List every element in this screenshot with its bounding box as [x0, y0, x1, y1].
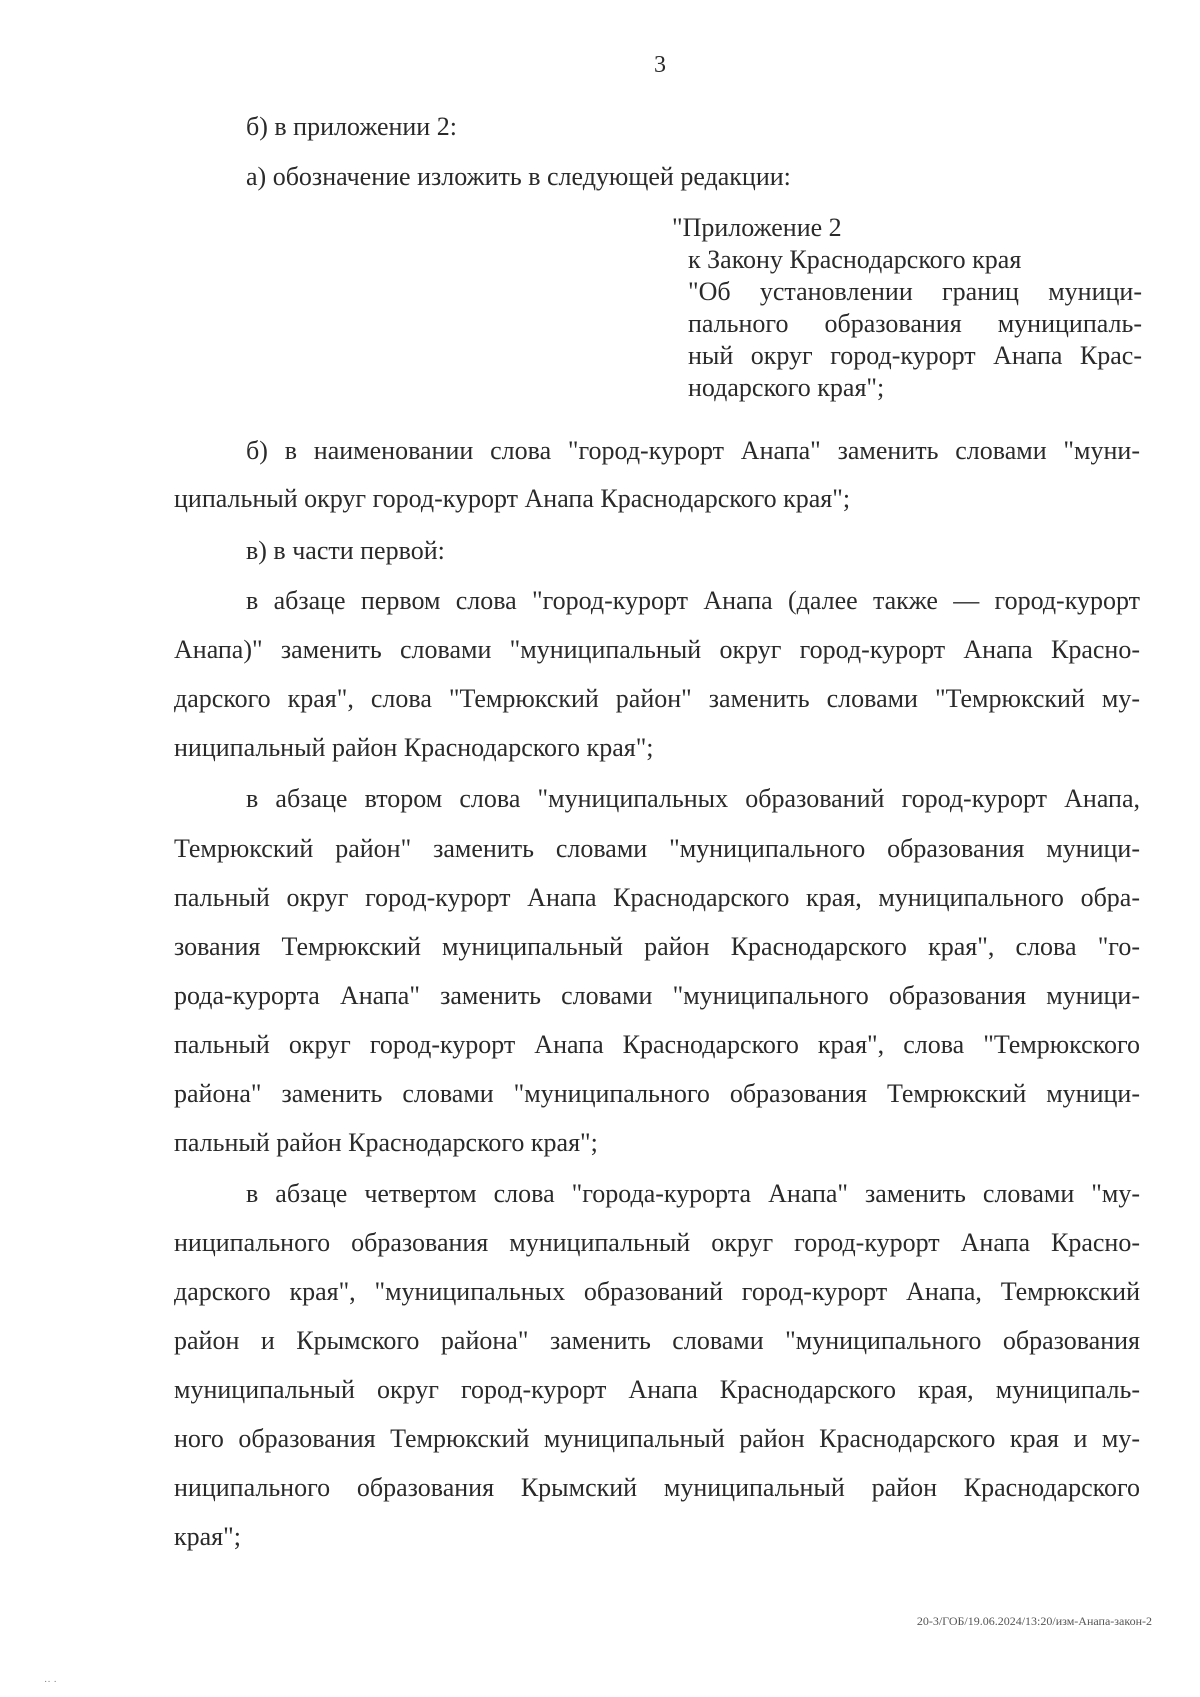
body-line: в абзаце четвертом слова "города-курорта Анапа" заменить словами "му- [246, 1179, 1140, 1208]
body-line: район и Крымского района" заменить словами "муниципального образования [174, 1326, 1140, 1355]
body-line: в абзаце втором слова "муниципальных образований город-курорт Анапа, [246, 784, 1140, 813]
body-line: края"; [174, 1522, 241, 1551]
body-line: муниципальный округ город-курорт Анапа Краснодарского края, муниципаль- [174, 1375, 1140, 1404]
body-line: ципальный округ город-курорт Анапа Краснодарского края"; [174, 484, 851, 513]
body-line: б) в наименовании слова "город-курорт Анапа" заменить словами "муни- [246, 436, 1140, 465]
body-line: зования Темрюкский муниципальный район Краснодарского края", слова "го- [174, 932, 1140, 961]
intro-line-2: а) обозначение изложить в следующей редакции: [246, 162, 791, 191]
appendix-block [672, 212, 1142, 404]
appendix-line: нодарского края"; [688, 373, 885, 402]
scan-mark: ·· · [44, 1676, 57, 1687]
body-line: ниципального образования Крымский муниципальный район Краснодарского [174, 1473, 1140, 1502]
appendix-line: "Приложение 2 [672, 213, 842, 242]
footer-stamp: 20-3/ГОБ/19.06.2024/13:20/изм-Анапа-закон-2 [916, 1614, 1152, 1628]
appendix-line: ный округ город-курорт Анапа Крас- [688, 341, 1142, 370]
body-line: Анапа)" заменить словами "муниципальный округ город-курорт Анапа Красно- [174, 635, 1140, 664]
body-line: Темрюкский район" заменить словами "муниципального образования муници- [174, 834, 1140, 863]
appendix-line: "Об установлении границ муници- [688, 277, 1142, 306]
appendix-line: пального образования муниципаль- [688, 309, 1142, 338]
appendix-line: к Закону Краснодарского края [688, 245, 1022, 274]
body-line: пальный район Краснодарского края"; [174, 1128, 598, 1157]
body-line: ниципального образования муниципальный округ город-курорт Анапа Красно- [174, 1228, 1140, 1257]
page-number: 3 [654, 52, 666, 78]
body-line: дарского края", слова "Темрюкский район" заменить словами "Темрюкский му- [174, 684, 1140, 713]
body-line: ного образования Темрюкский муниципальный район Краснодарского края и му- [174, 1424, 1140, 1453]
intro-line-1: б) в приложении 2: [246, 112, 457, 141]
body-line: ниципальный район Краснодарского края"; [174, 733, 654, 762]
body-line: района" заменить словами "муниципального образования Темрюкский муници- [174, 1079, 1140, 1108]
body-line: в абзаце первом слова "город-курорт Анапа (далее также — город-курорт [246, 586, 1140, 615]
body-line: пальный округ город-курорт Анапа Краснодарского края, муниципального обра- [174, 883, 1140, 912]
body-line: рода-курорта Анапа" заменить словами "муниципального образования муници- [174, 981, 1140, 1010]
body-line: дарского края", "муниципальных образований город-курорт Анапа, Темрюкский [174, 1277, 1140, 1306]
body-line: пальный округ город-курорт Анапа Краснодарского края", слова "Темрюкского [174, 1030, 1140, 1059]
body-line: в) в части первой: [246, 536, 445, 565]
